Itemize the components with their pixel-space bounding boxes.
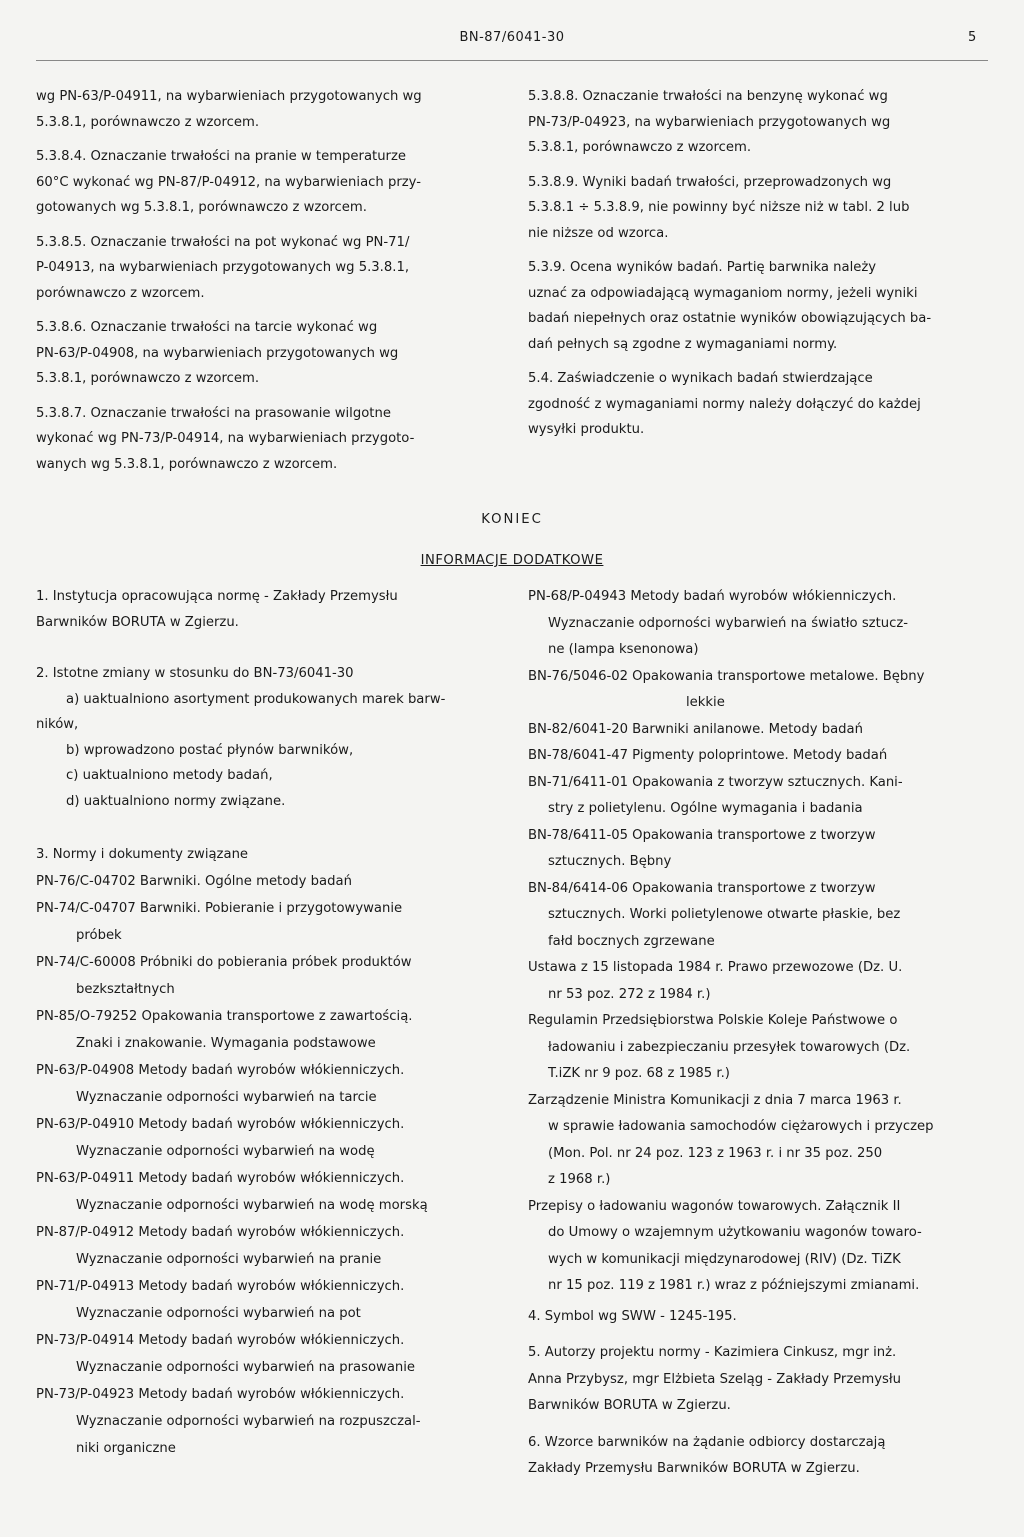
reference-line: Wyznaczanie odporności wybarwień na wodę morską (76, 1197, 428, 1213)
text-line: wg PN-63/P-04911, na wybarwieniach przygotowanych wg (36, 89, 422, 104)
reference-line: PN-74/C-60008 Próbniki do pobierania próbek produktów (36, 954, 412, 970)
reference-line: ładowaniu i zabezpieczaniu przesyłek towarowych (Dz. (548, 1039, 911, 1055)
header-rule (36, 60, 988, 61)
body-right-column (528, 84, 990, 443)
info-section-3 (36, 842, 506, 1462)
text-line: 5.3.8.1, porównawczo z wzorcem. (36, 114, 260, 130)
text-line: 60°C wykonać wg PN-87/P-04912, na wybarwieniach przy- (36, 174, 421, 190)
reference-line: (Mon. Pol. nr 24 poz. 123 z 1963 r. i nr 35 poz. 250 (548, 1145, 883, 1161)
text-line: uznać za odpowiadającą wymaganiom normy, jeżeli wyniki (528, 285, 918, 301)
text-line: 5.3.8.1 ÷ 5.3.8.9, nie powinny być niższe niż w tabl. 2 lub (528, 200, 910, 215)
text-line: 5.3.8.1, porównawczo z wzorcem. (36, 371, 260, 386)
text-line: wykonać wg PN-73/P-04914, na wybarwieniach przygoto- (36, 431, 415, 446)
text-line: 5.3.9. Ocena wyników badań. Partię barwnika należy (528, 260, 877, 275)
text-line: Barwników BORUTA w Zgierzu. (528, 1398, 731, 1413)
list-item: b) wprowadzono postać płynów barwników, (66, 742, 354, 758)
reference-line: BN-71/6411-01 Opakowania z tworzyw sztucznych. Kani- (528, 774, 903, 790)
reference-line: Wyznaczanie odporności wybarwień na pranie (76, 1251, 382, 1267)
text-line: badań niepełnych oraz ostatnie wyników obowiązujących ba- (528, 311, 932, 326)
reference-line: PN-63/P-04911 Metody badań wyrobów włókienniczych. (36, 1170, 405, 1186)
reference-line: nr 15 poz. 119 z 1981 r.) wraz z późniejszymi zmianami. (548, 1278, 920, 1293)
section-title: 3. Normy i dokumenty związane (36, 847, 249, 862)
reference-line: Ustawa z 15 listopada 1984 r. Prawo przewozowe (Dz. U. (528, 960, 903, 975)
list-item: a) uaktualniono asortyment produkowanych marek barw- (66, 691, 446, 707)
reference-line: PN-76/C-04702 Barwniki. Ogólne metody badań (36, 873, 352, 889)
paragraph (36, 84, 496, 135)
text-line: 5.3.8.1, porównawczo z wzorcem. (528, 140, 752, 155)
text-line: 1. Instytucja opracowująca normę - Zakłady Przemysłu (36, 589, 398, 604)
section-title: 2. Istotne zmiany w stosunku do BN-73/6041-30 (36, 666, 354, 681)
text-line: 5.3.8.7. Oznaczanie trwałości na prasowanie wilgotne (36, 405, 391, 421)
reference-line: nr 53 poz. 272 z 1984 r.) (548, 986, 711, 1002)
text-line: wanych wg 5.3.8.1, porównawczo z wzorcem. (36, 456, 338, 472)
koniec-label: KONIEC (481, 512, 543, 527)
document-id: BN-87/6041-30 (459, 30, 565, 45)
text-line: PN-63/P-04908, na wybarwieniach przygotowanych wg (36, 345, 399, 361)
reference-line: Zarządzenie Ministra Komunikacji z dnia 7 marca 1963 r. (528, 1092, 902, 1108)
reference-line: sztucznych. Bębny (548, 854, 672, 869)
section-5-3-8-6 (36, 315, 496, 392)
reference-line: PN-87/P-04912 Metody badań wyrobów włókienniczych. (36, 1224, 405, 1240)
section-5-3-8-9 (528, 170, 990, 247)
reference-line: z 1968 r.) (548, 1172, 611, 1187)
text-line: nie niższe od wzorca. (528, 225, 669, 241)
reference-line: PN-74/C-04707 Barwniki. Pobieranie i przygotowywanie (36, 900, 403, 916)
text-line: 5.3.8.4. Oznaczanie trwałości na pranie w temperaturze (36, 149, 407, 164)
reference-line: stry z polietylenu. Ogólne wymagania i badania (548, 801, 863, 816)
reference-line: Regulamin Przedsiębiorstwa Polskie Koleje Państwowe o (528, 1013, 898, 1028)
reference-line: T.iZK nr 9 poz. 68 z 1985 r.) (548, 1066, 730, 1081)
text-line: 5.3.8.5. Oznaczanie trwałości na pot wykonać wg PN-71/ (36, 234, 410, 250)
reference-line: wych w komunikacji międzynarodowej (RIV) (Dz. TiZK (548, 1251, 901, 1267)
body-left-column (36, 84, 496, 477)
text-line: zgodność z wymaganiami normy należy dołączyć do każdej (528, 396, 921, 412)
reference-line: ne (lampa ksenonowa) (548, 642, 699, 657)
info-section-1 (36, 584, 506, 635)
reference-line: PN-68/P-04943 Metody badań wyrobów włókienniczych. (528, 589, 897, 604)
reference-line: Znaki i znakowanie. Wymagania podstawowe (76, 1035, 376, 1051)
section-5-4 (528, 366, 990, 443)
section-5-3-9 (528, 255, 990, 357)
reference-line: Wyznaczanie odporności wybarwień na rozpuszczal- (76, 1413, 421, 1429)
reference-line: Wyznaczanie odporności wybarwień na prasowanie (76, 1359, 416, 1375)
reference-line: Wyznaczanie odporności wybarwień na pot (76, 1305, 361, 1321)
text-line: Zakłady Przemysłu Barwników BORUTA w Zgierzu. (528, 1461, 860, 1476)
reference-line: BN-76/5046-02 Opakowania transportowe metalowe. Bębny (528, 668, 925, 684)
text-line: 6. Wzorce barwników na żądanie odbiorcy dostarczają (528, 1434, 886, 1450)
info-heading-wrap (0, 553, 1024, 568)
reference-line: w sprawie ładowania samochodów ciężarowych i przyczep (548, 1119, 934, 1134)
reference-line: lekkie (686, 695, 725, 710)
section-5-3-8-7 (36, 401, 496, 478)
list-item: d) uaktualniono normy związane. (66, 793, 286, 809)
reference-line: PN-71/P-04913 Metody badań wyrobów włókienniczych. (36, 1278, 405, 1294)
list-item: ników, (36, 717, 79, 732)
text-line: porównawczo z wzorcem. (36, 285, 205, 301)
section-5-3-8-8 (528, 84, 990, 161)
info-section-4: 4. Symbol wg SWW - 1245-195. (528, 1308, 737, 1324)
info-left-column (36, 584, 506, 1462)
reference-line: BN-84/6414-06 Opakowania transportowe z tworzyw (528, 880, 876, 896)
text-line: dań pełnych są zgodne z wymaganiami normy. (528, 336, 838, 352)
reference-line: Wyznaczanie odporności wybarwień na światło sztucz- (548, 615, 909, 631)
reference-line: niki organiczne (76, 1440, 176, 1456)
reference-line: PN-73/P-04923 Metody badań wyrobów włókienniczych. (36, 1386, 405, 1402)
text-line: 5.4. Zaświadczenie o wynikach badań stwierdzające (528, 371, 873, 386)
reference-line: fałd bocznych zgrzewane (548, 933, 715, 949)
text-line: 5. Autorzy projektu normy - Kazimiera Cinkusz, mgr inż. (528, 1345, 897, 1360)
text-line: PN-73/P-04923, na wybarwieniach przygotowanych wg (528, 114, 891, 130)
reference-line: BN-78/6041-47 Pigmenty poloprintowe. Metody badań (528, 748, 888, 763)
reference-line: Wyznaczanie odporności wybarwień na tarcie (76, 1089, 377, 1105)
reference-line: BN-78/6411-05 Opakowania transportowe z tworzyw (528, 827, 876, 843)
reference-line: Przepisy o ładowaniu wagonów towarowych. Załącznik II (528, 1198, 901, 1214)
reference-line: do Umowy o wzajemnym użytkowaniu wagonów towaro- (548, 1225, 922, 1240)
text-line: 5.3.8.9. Wyniki badań trwałości, przeprowadzonych wg (528, 174, 892, 190)
reference-line: PN-73/P-04914 Metody badań wyrobów włókienniczych. (36, 1332, 405, 1348)
section-5-3-8-4 (36, 144, 496, 221)
page-number: 5 (968, 30, 977, 45)
text-line: 5.3.8.6. Oznaczanie trwałości na tarcie wykonać wg (36, 320, 378, 335)
reference-line: PN-63/P-04908 Metody badań wyrobów włókienniczych. (36, 1062, 405, 1078)
text-line: wysyłki produktu. (528, 422, 645, 437)
reference-line: sztucznych. Worki polietylenowe otwarte płaskie, bez (548, 907, 901, 922)
text-line: Anna Przybysz, mgr Elżbieta Szeląg - Zakłady Przemysłu (528, 1371, 901, 1387)
section-5-3-8-5 (36, 230, 496, 307)
text-line: Barwników BORUTA w Zgierzu. (36, 614, 239, 630)
reference-line: PN-85/O-79252 Opakowania transportowe z zawartością. (36, 1008, 413, 1024)
text-line: P-04913, na wybarwieniach przygotowanych wg 5.3.8.1, (36, 260, 410, 275)
text-line: gotowanych wg 5.3.8.1, porównawczo z wzorcem. (36, 200, 367, 215)
info-right-column (528, 584, 990, 1483)
reference-line: PN-63/P-04910 Metody badań wyrobów włókienniczych. (36, 1116, 405, 1132)
reference-line: próbek (76, 927, 122, 943)
info-section-2 (36, 661, 506, 814)
list-item: c) uaktualniono metody badań, (66, 768, 273, 783)
info-heading: INFORMACJE DODATKOWE (420, 553, 604, 568)
reference-line: Wyznaczanie odporności wybarwień na wodę (76, 1143, 375, 1159)
reference-line: BN-82/6041-20 Barwniki anilanowe. Metody badań (528, 721, 863, 737)
text-line: 5.3.8.8. Oznaczanie trwałości na benzynę wykonać wg (528, 89, 888, 104)
reference-line: bezkształtnych (76, 981, 175, 997)
